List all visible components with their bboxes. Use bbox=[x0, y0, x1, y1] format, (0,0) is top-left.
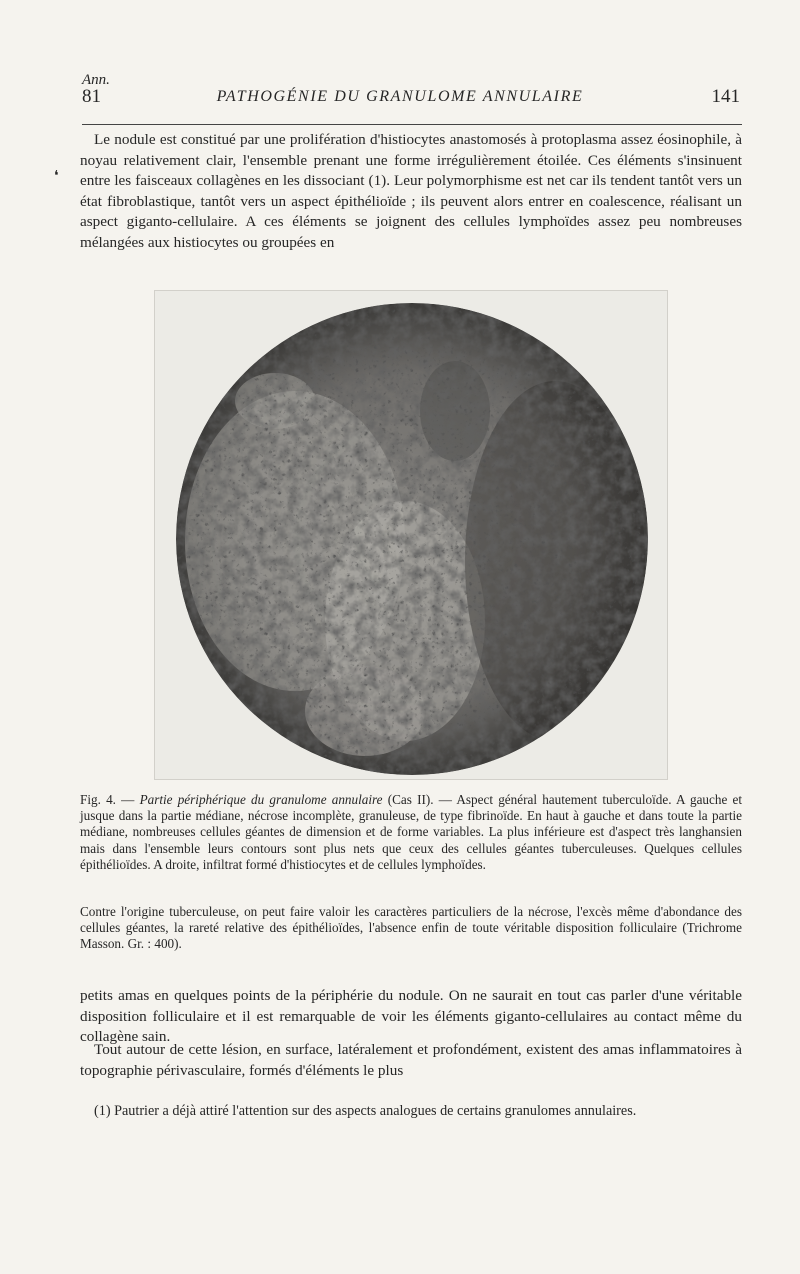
micrograph-image bbox=[155, 291, 667, 779]
figure-caption bbox=[80, 792, 742, 873]
figure-label: Fig. 4. — bbox=[80, 792, 135, 807]
figure-caption-text: (Cas II). — Aspect général hautement tuberculoïde. A gauche et jusque dans la partie médiane, nécrose incomplète, granuleuse, de type fibrinoïde. En haut à gauche et dans toute la partie médiane, nombreuses cellules géantes de dimension et de forme variables. La plus inférieure est d'aspect très langhansien mais dans l'ensemble leurs contours sont plus nets que ceux des cellules géantes tuberculeuses. Quelques cellules épithélioïdes. A droite, infiltrat formé d'histiocytes et de cellules lymphoïdes. bbox=[80, 792, 743, 872]
figure-title: Partie périphérique du granulome annulaire bbox=[139, 792, 383, 807]
micrograph-plate bbox=[154, 290, 668, 780]
figure-caption-continuation: Contre l'origine tuberculeuse, on peut faire valoir les caractères particuliers de la nécrose, l'excès même d'abondance des cellules géantes, la rareté relative des épithélioïdes, l'absence enfin de toute véritable disposition folliculaire (Trichrome Masson. Gr. : 400). bbox=[80, 904, 742, 952]
left-page-reference: 81 bbox=[82, 86, 101, 107]
body-paragraph-3: Tout autour de cette lésion, en surface, latéralement et profondément, existent des amas inflammatoires à topographie périvasculaire, formés d'éléments le plus bbox=[80, 1041, 742, 1079]
journal-abbreviation: Ann. bbox=[82, 72, 110, 88]
running-title: PATHOGÉNIE DU GRANULOME ANNULAIRE bbox=[216, 88, 584, 105]
header-rule bbox=[82, 124, 742, 125]
body-paragraph-2: petits amas en quelques points de la périphérie du nodule. On ne saurait en tout cas parler d'une véritable disposition folliculaire et il est remarquable de voir les éléments giganto-cellulaires au contact même du collagène sain. bbox=[80, 987, 742, 1046]
margin-mark: ❛ bbox=[54, 169, 59, 184]
page-number: 141 bbox=[711, 86, 740, 107]
footnote: (1) Pautrier a déjà attiré l'attention sur des aspects analogues de certains granulomes annulaires. bbox=[94, 1103, 637, 1119]
body-paragraph-1: Le nodule est constitué par une prolifération d'histiocytes anastomosés à protoplasma assez éosinophile, à noyau relativement clair, l'ensemble prenant une forme irrégulièrement étoilée. Ces éléments s'insinuent entre les faisceaux collagènes en les dissociant (1). Leur polymorphisme est net car ils tendent tantôt vers un état fibroblastique, tantôt vers un aspect épithélioïde ; ils peuvent alors entrer en coalescence, réalisant un aspect giganto-cellulaire. A ces éléments se joignent des cellules lymphoïdes assez peu nombreuses mélangées aux histiocytes ou groupées en bbox=[80, 131, 742, 251]
